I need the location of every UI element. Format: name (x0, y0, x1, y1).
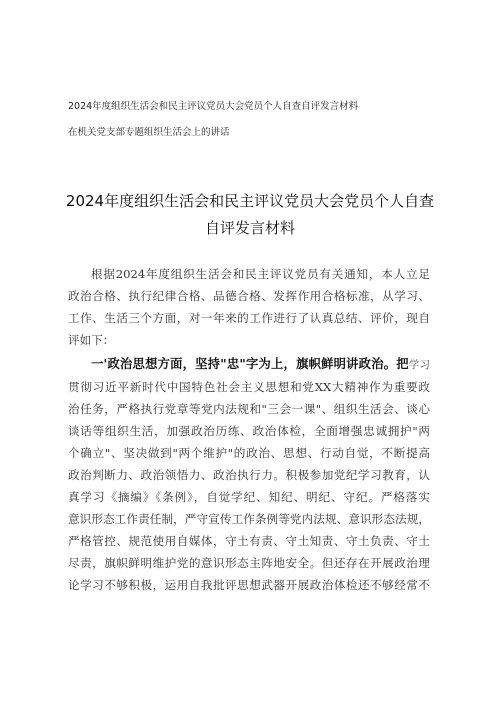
section-lead-continuation: 学习 (408, 359, 430, 371)
header-subtitle-line: 在机关党支部专题组织生活会上的讲话 (68, 127, 230, 138)
document-title-line-2: 自评发言材料 (204, 219, 295, 237)
section-line: 论学习不够积极，运用自我批评思想武器开展政治体检还不够经常不 (68, 578, 430, 592)
section-line: 谈话等组织生活，加强政治历练、政治体检，全面增强忠诚拥护"两 (68, 424, 430, 438)
intro-line: 工作、生活三个方面，对一年来的工作进行了认真总结、评价，现自 (68, 311, 430, 325)
section-line: 贯彻习近平新时代中国特色社会主义思想和党XX大精神作为重要政 (68, 380, 430, 394)
intro-line: 评如下： (68, 333, 115, 347)
document-title-line-1: 2024年度组织生活会和民主评议党员大会党员个人自查 (65, 192, 435, 210)
header-title-line: 2024年度组织生活会和民主评议党员大会党员个人自查自评发言材料 (68, 101, 359, 112)
intro-line: 根据2024年度组织生活会和民主评议党员有关通知，本人立足 (91, 267, 430, 281)
section-line: 政治判断力、政治领悟力、政治执行力。积极参加党纪学习教育，认 (68, 468, 430, 482)
section-line: 尽责，旗帜鲜明维护党的意识形态主阵地安全。但还存在开展政治理 (68, 556, 430, 570)
section-line: 严格管控、规范使用自媒体，守土有责、守土知责、守土负责、守土 (68, 534, 430, 548)
section-line: 治任务，严格执行党章等党内法规和"三会一课"、组织生活会、谈心 (68, 402, 430, 416)
section-heading: 一'政治思想方面，坚持"忠"字为上，旗帜鲜明讲政治。把 (91, 357, 409, 371)
section-line: 个确立"、坚决做到"两个维护"的政治、思想、行动自觉，不断提高 (68, 446, 430, 460)
section-line: 意识形态工作责任制，严守宣传工作条例等党内法规、意识形态法规， (68, 512, 430, 526)
document-title (40, 188, 460, 242)
intro-paragraph (68, 263, 430, 351)
section-line: 真学习《摘编》《条例》，自觉学纪、知纪、明纪、守纪。严格落实 (68, 490, 430, 504)
intro-line: 政治合格、执行纪律合格、品德合格、发挥作用合格标准，从学习、 (68, 289, 430, 303)
section-political-thought (68, 353, 430, 596)
section-lead-line (68, 353, 430, 376)
